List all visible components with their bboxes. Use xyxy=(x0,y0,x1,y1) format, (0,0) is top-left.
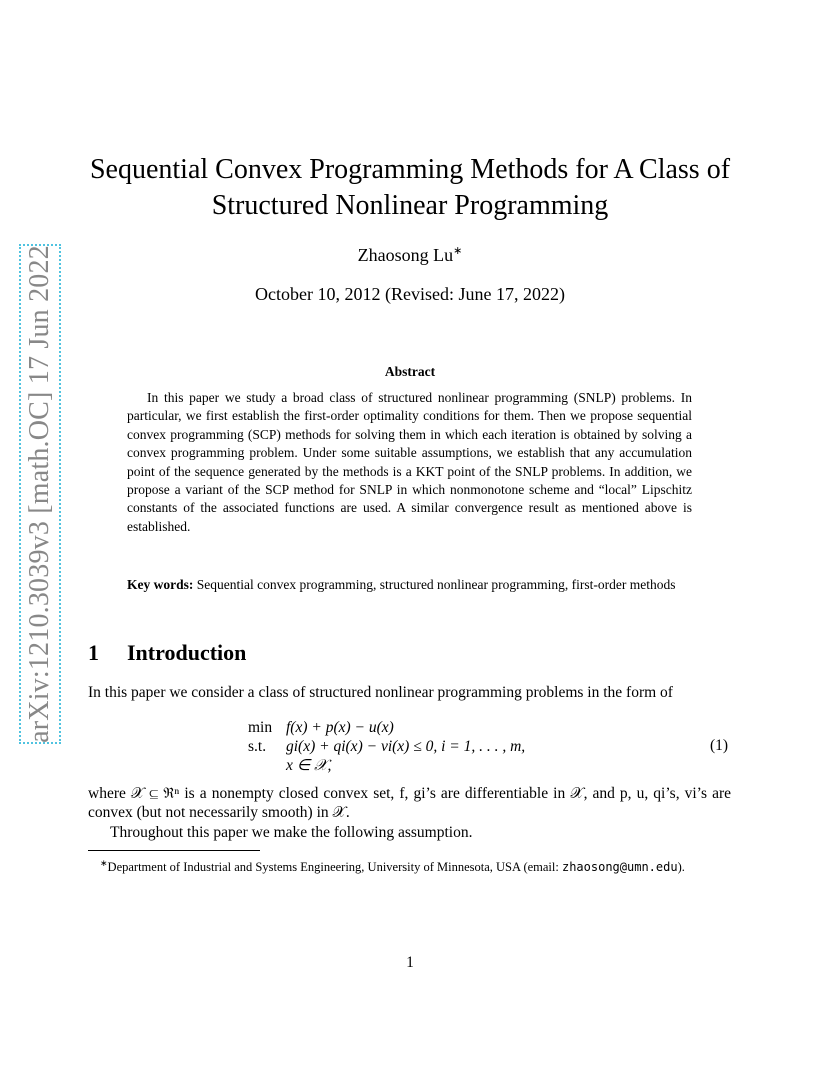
date-line: October 10, 2012 (Revised: June 17, 2022) xyxy=(255,284,565,304)
page-number: 1 xyxy=(406,954,414,971)
title-line-2: Structured Nonlinear Programming xyxy=(211,190,609,221)
keywords-label: Key words: xyxy=(127,577,194,592)
keywords-text: Sequential convex programming, structured nonlinear programming, first-order methods xyxy=(196,577,676,592)
equation-row-domain xyxy=(248,756,525,775)
intro-paragraph-3: Throughout this paper we make the following assumption. xyxy=(110,824,473,841)
footnote-tail: ). xyxy=(677,860,685,875)
keywords xyxy=(127,576,692,594)
abstract-heading: Abstract xyxy=(384,364,436,379)
equation-row-objective xyxy=(248,718,525,737)
equation-row-constraint xyxy=(248,737,525,756)
equation-number: (1) xyxy=(710,737,729,754)
section-heading xyxy=(88,640,246,666)
intro-paragraph-1: In this paper we consider a class of structured nonlinear programming problems in the form of xyxy=(88,684,673,701)
intro-paragraph-2: where 𝒳 ⊆ ℜⁿ is a nonempty closed convex set, f, gi’s are differentiable in 𝒳, and p, u, qi’s, vi’s are convex (but not necessarily smooth) in 𝒳. xyxy=(88,785,731,821)
author xyxy=(80,244,740,266)
equation-st-label: s.t. xyxy=(248,738,267,755)
abstract-body: In this paper we study a broad class of structured nonlinear programming (SNLP) problems. In particular, we first establish the first-order optimality conditions for them. Then we propose sequential convex programming (SCP) methods for solving them in which each iteration is obtained by solving a convex programming problem. Under some suitable assumptions, we establish that any accumulation point of the sequence generated by the methods is a KKT point of the SNLP problems. In addition, we propose a variant of the SCP method for SNLP in which nonmonotone scheme and “local” Lipschitz constants of the associated functions are used. A similar convergence result as mentioned above is established. xyxy=(127,390,692,534)
optimization-problem xyxy=(248,718,525,775)
equation-objective: f(x) + p(x) − u(x) xyxy=(286,719,394,736)
section-title: Introduction xyxy=(127,640,247,665)
footnote-rule xyxy=(88,850,260,851)
author-name: Zhaosong Lu xyxy=(357,245,454,265)
author-footnote-mark: ∗ xyxy=(453,245,463,257)
footnote-mark: ∗ xyxy=(100,858,108,868)
paper-title xyxy=(80,152,740,224)
title-line-1: Sequential Convex Programming Methods for A Class of xyxy=(89,154,731,185)
footnote xyxy=(88,855,731,876)
footnote-email[interactable]: zhaosong@umn.edu xyxy=(561,860,678,875)
equation-constraint: gi(x) + qi(x) − vi(x) ≤ 0, i = 1, . . . , m, xyxy=(286,738,526,755)
section-number: 1 xyxy=(88,640,99,665)
equation-domain: x ∈ 𝒳, xyxy=(286,757,332,774)
footnote-text: Department of Industrial and Systems Engineering, University of Minnesota, USA (email: xyxy=(107,860,559,875)
arxiv-identifier: arXiv:1210.3039v3 [math.OC] 17 Jun 2022 xyxy=(24,245,55,743)
equation-min-label: min xyxy=(248,719,273,736)
